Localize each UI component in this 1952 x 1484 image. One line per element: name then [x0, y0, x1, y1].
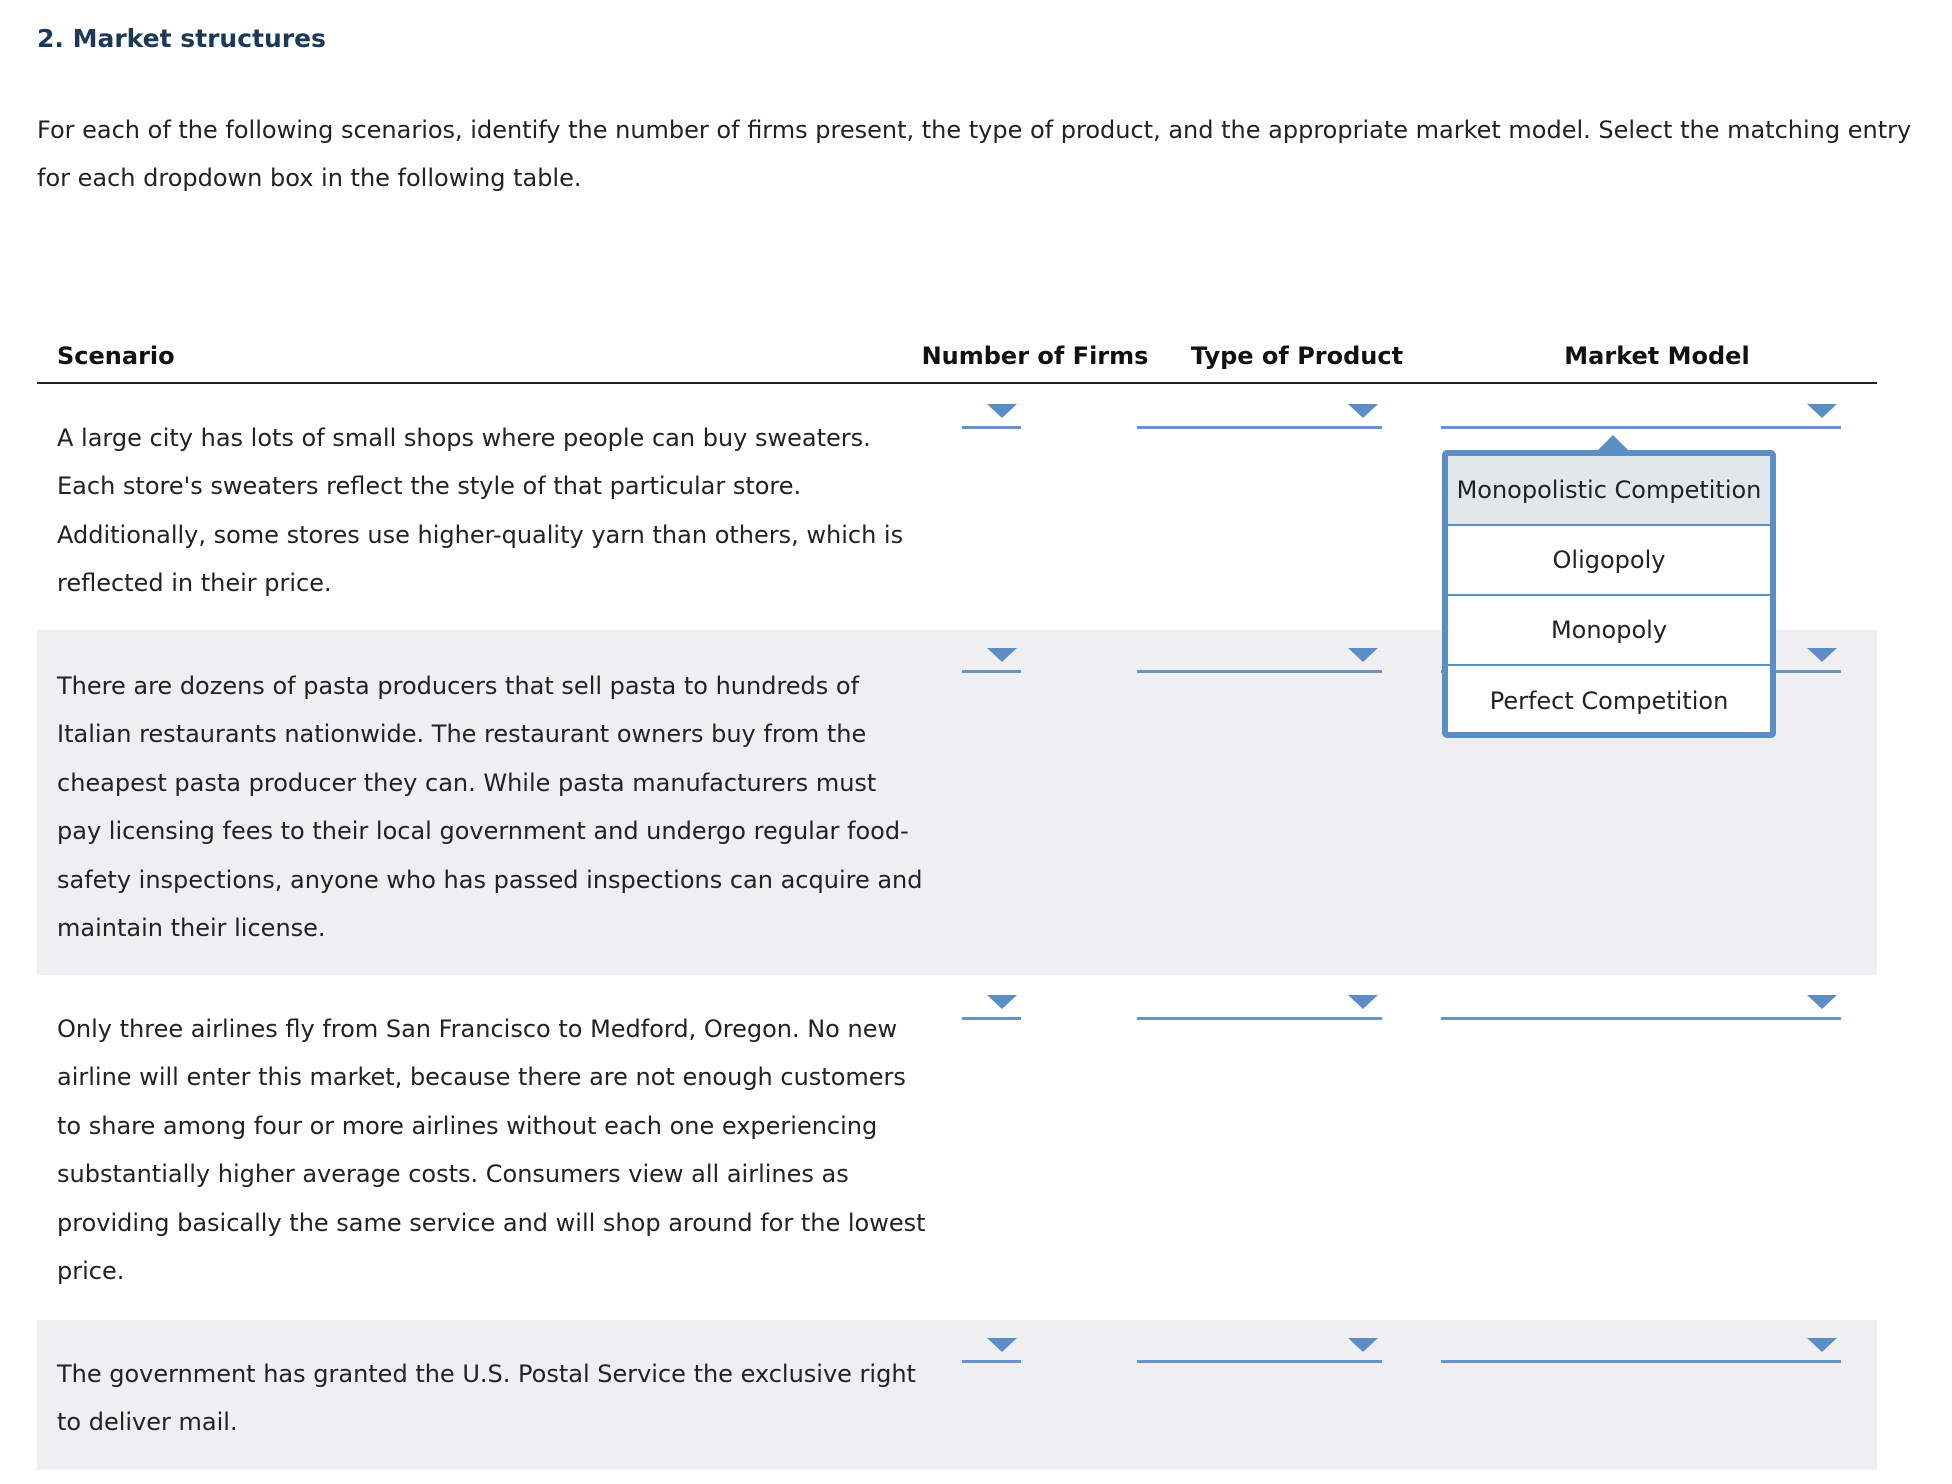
number-of-firms-dropdown[interactable]: [962, 1338, 1021, 1363]
option-monopoly[interactable]: Monopoly: [1448, 596, 1770, 666]
market-model-dropdown[interactable]: [1441, 404, 1841, 429]
header-scenario: Scenario: [57, 342, 175, 370]
number-of-firms-dropdown[interactable]: [962, 648, 1021, 673]
caret-down-icon: [1348, 1338, 1378, 1352]
type-of-product-dropdown[interactable]: [1137, 995, 1382, 1020]
scenario-text: Only three airlines fly from San Francisco to Medford, Oregon. No new airline will enter this market, because there are not enough customers to share among four or more airlines without each one experiencing substantially higher average costs. Consumers view all airlines as providing basically the same service and will shop around for the lowest price.: [57, 1015, 926, 1286]
number-of-firms-dropdown[interactable]: [962, 995, 1021, 1020]
table-row: [37, 975, 1877, 1320]
caret-up-icon: [1598, 435, 1628, 450]
option-perfect-competition[interactable]: Perfect Competition: [1489, 687, 1729, 715]
scenario-text: A large city has lots of small shops where people can buy sweaters. Each store's sweaters reflect the style of that particular store. Additionally, some stores use higher-quality yarn than others, which is reflected in their price.: [57, 424, 904, 598]
header-type-of-product: Type of Product: [1190, 342, 1404, 370]
caret-down-icon: [1807, 1338, 1837, 1352]
header-market-model: Market Model: [1564, 342, 1750, 370]
caret-down-icon: [987, 648, 1017, 662]
table-row: [37, 1320, 1877, 1470]
scenario-text: The government has granted the U.S. Postal Service the exclusive right to deliver mail.: [57, 1360, 916, 1437]
caret-down-icon: [1807, 648, 1837, 662]
question-title: 2. Market structures: [37, 24, 326, 53]
caret-down-icon: [987, 1338, 1017, 1352]
question-instructions: For each of the following scenarios, identify the number of firms present, the type of product, and the appropriate market model. Select the matching entry for each dropdown box in the following table.: [37, 116, 1912, 192]
scenario-text: There are dozens of pasta producers that sell pasta to hundreds of Italian restaurants nationwide. The restaurant owners buy from the cheapest pasta producer they can. While pasta manufacturers must pay licensing fees to their local government and undergo regular food-safety inspections, anyone who has passed inspections can acquire and maintain their license.: [57, 672, 923, 943]
number-of-firms-dropdown[interactable]: [962, 404, 1021, 429]
caret-down-icon: [1348, 648, 1378, 662]
header-number-of-firms: Number of Firms: [921, 342, 1149, 370]
market-model-dropdown[interactable]: [1441, 1338, 1841, 1363]
type-of-product-dropdown[interactable]: [1137, 648, 1382, 673]
caret-down-icon: [1807, 404, 1837, 418]
type-of-product-dropdown[interactable]: [1137, 1338, 1382, 1363]
type-of-product-dropdown[interactable]: [1137, 404, 1382, 429]
market-model-dropdown[interactable]: [1441, 995, 1841, 1020]
market-model-menu: [1442, 450, 1776, 738]
option-oligopoly[interactable]: Oligopoly: [1448, 526, 1770, 596]
caret-down-icon: [1348, 995, 1378, 1009]
caret-down-icon: [987, 404, 1017, 418]
caret-down-icon: [1807, 995, 1837, 1009]
table-header: [37, 294, 1877, 384]
option-monopolistic-competition[interactable]: Monopolistic Competition: [1448, 456, 1770, 526]
caret-down-icon: [1348, 404, 1378, 418]
caret-down-icon: [987, 995, 1017, 1009]
